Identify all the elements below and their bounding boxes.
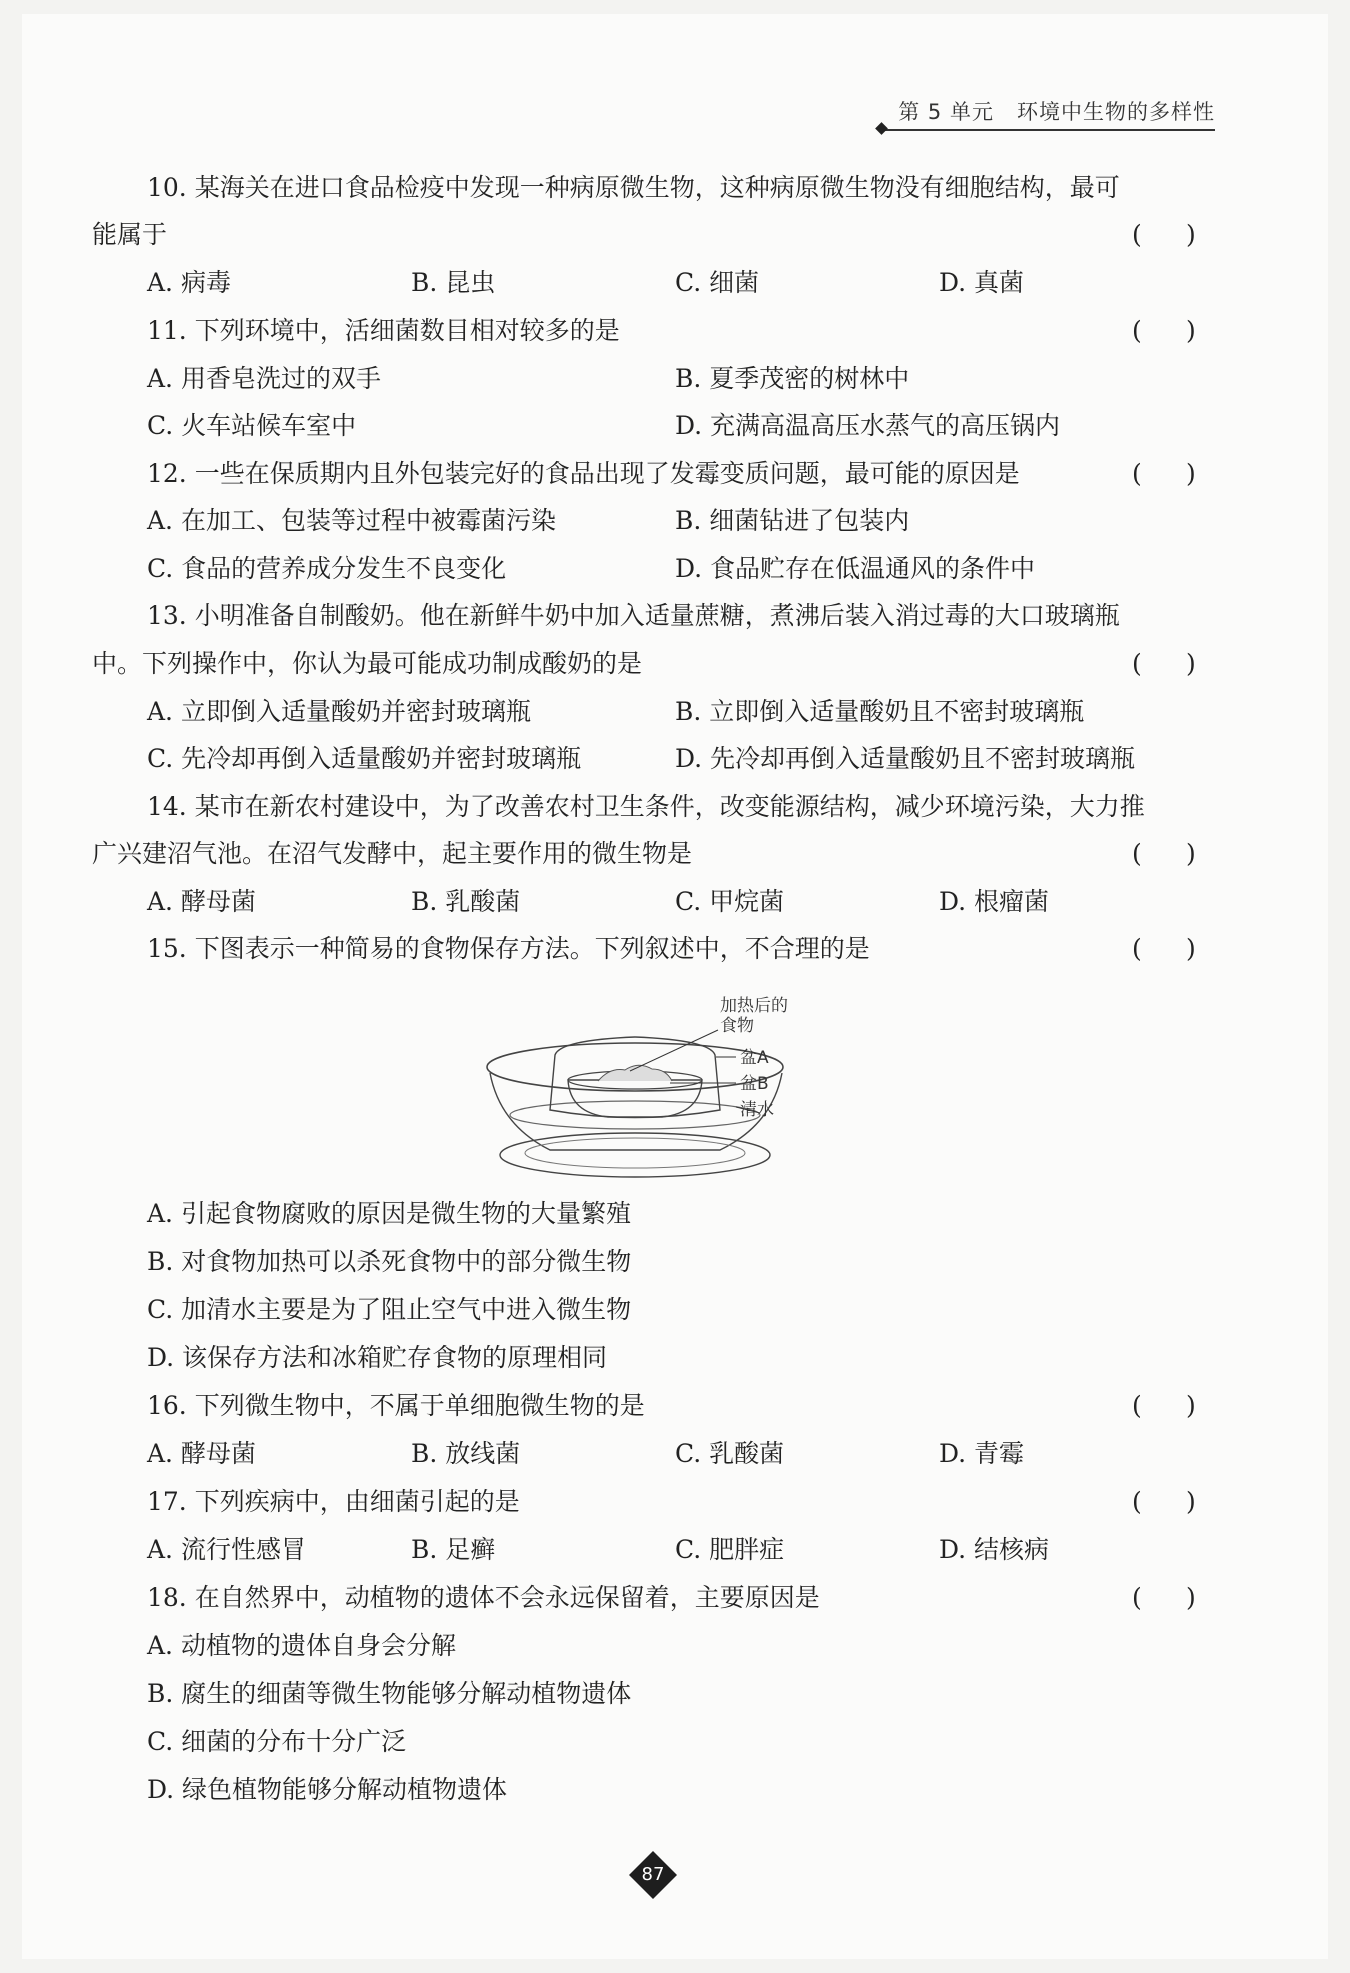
q16-option-a: A. 酵母菌 [147, 1439, 256, 1468]
q14-option-a: A. 酵母菌 [147, 887, 256, 916]
page-number: 87 [641, 1864, 665, 1885]
header-rule [885, 129, 1215, 131]
q10-answer-blank: ( ) [1132, 220, 1196, 249]
food-leader-line [630, 1030, 718, 1071]
water-label: 清水 [740, 1100, 774, 1120]
q13-stem-line1: 13. 小明准备自制酸奶。他在新鲜牛奶中加入适量蔗糖，煮沸后装入消过毒的大口玻璃瓶 [147, 601, 1120, 630]
q17-answer-blank: ( ) [1132, 1487, 1196, 1516]
q17-option-a: A. 流行性感冒 [147, 1535, 306, 1564]
q12-option-d: D. 食品贮存在低温通风的条件中 [675, 554, 1036, 583]
running-header [898, 96, 1215, 126]
q16-option-b: B. 放线菌 [411, 1439, 521, 1468]
q14-option-d: D. 根瘤菌 [939, 887, 1050, 916]
q14-answer-blank: ( ) [1132, 839, 1196, 868]
q11-option-d: D. 充满高温高压水蒸气的高压锅内 [675, 411, 1061, 440]
q13-answer-blank: ( ) [1132, 649, 1196, 678]
q13-option-c: C. 先冷却再倒入适量酸奶并密封玻璃瓶 [147, 744, 582, 773]
q17-stem: 17. 下列疾病中，由细菌引起的是 [147, 1487, 520, 1516]
q15-option-a: A. 引起食物腐败的原因是微生物的大量繁殖 [147, 1199, 631, 1228]
q15-stem: 15. 下图表示一种简易的食物保存方法。下列叙述中，不合理的是 [147, 934, 870, 963]
basin-a-label: 盆A [740, 1048, 769, 1068]
q11-option-c: C. 火车站候车室中 [147, 411, 357, 440]
q10-option-c: C. 细菌 [675, 268, 760, 297]
q18-option-c: C. 细菌的分布十分广泛 [147, 1727, 407, 1756]
q12-option-c: C. 食品的营养成分发生不良变化 [147, 554, 507, 583]
q11-stem: 11. 下列环境中，活细菌数目相对较多的是 [147, 316, 620, 345]
q13-option-d: D. 先冷却再倒入适量酸奶且不密封玻璃瓶 [675, 744, 1136, 773]
q18-option-a: A. 动植物的遗体自身会分解 [147, 1631, 456, 1660]
basin-base [500, 1133, 770, 1177]
q10-option-b: B. 昆虫 [411, 268, 496, 297]
q13-stem-line2: 中。下列操作中，你认为最可能成功制成酸奶的是 [92, 649, 643, 678]
q17-option-d: D. 结核病 [939, 1535, 1050, 1564]
q11-answer-blank: ( ) [1132, 316, 1196, 345]
q12-option-a: A. 在加工、包装等过程中被霉菌污染 [147, 506, 556, 535]
basin-b-label: 盆B [740, 1074, 769, 1094]
q17-option-b: B. 足癣 [411, 1535, 496, 1564]
q16-option-d: D. 青霉 [939, 1439, 1025, 1468]
q11-option-a: A. 用香皂洗过的双手 [147, 364, 381, 393]
q12-answer-blank: ( ) [1132, 459, 1196, 488]
basin-base-inner [525, 1138, 745, 1168]
q14-option-c: C. 甲烷菌 [675, 887, 785, 916]
q18-stem: 18. 在自然界中，动植物的遗体不会永远保留着，主要原因是 [147, 1583, 820, 1612]
q10-option-d: D. 真菌 [939, 268, 1025, 297]
q12-stem: 12. 一些在保质期内且外包装完好的食品出现了发霉变质问题，最可能的原因是 [147, 459, 1020, 488]
food-bowl [568, 1080, 702, 1117]
food-label-line1: 加热后的 [720, 996, 788, 1016]
food-preservation-diagram [480, 995, 840, 1195]
q11-option-b: B. 夏季茂密的树林中 [675, 364, 910, 393]
food-label-line2: 食物 [720, 1016, 754, 1036]
q18-answer-blank: ( ) [1132, 1583, 1196, 1612]
q15-option-b: B. 对食物加热可以杀死食物中的部分微生物 [147, 1247, 632, 1276]
q10-option-a: A. 病毒 [147, 268, 231, 297]
page [22, 14, 1328, 1959]
q14-stem-line2: 广兴建沼气池。在沼气发酵中，起主要作用的微生物是 [92, 839, 693, 868]
q10-stem-line2: 能属于 [92, 220, 168, 249]
q18-option-d: D. 绿色植物能够分解动植物遗体 [147, 1775, 508, 1804]
q15-option-d: D. 该保存方法和冰箱贮存食物的原理相同 [147, 1343, 608, 1372]
q15-answer-blank: ( ) [1132, 934, 1196, 963]
q16-option-c: C. 乳酸菌 [675, 1439, 785, 1468]
q12-option-b: B. 细菌钻进了包装内 [675, 506, 910, 535]
q17-option-c: C. 肥胖症 [675, 1535, 785, 1564]
q18-option-b: B. 腐生的细菌等微生物能够分解动植物遗体 [147, 1679, 632, 1708]
q13-option-a: A. 立即倒入适量酸奶并密封玻璃瓶 [147, 697, 531, 726]
q15-option-c: C. 加清水主要是为了阻止空气中进入微生物 [147, 1295, 632, 1324]
q10-stem-line1: 10. 某海关在进口食品检疫中发现一种病原微生物，这种病原微生物没有细胞结构，最可 [147, 173, 1120, 202]
q16-answer-blank: ( ) [1132, 1391, 1196, 1420]
q14-stem-line1: 14. 某市在新农村建设中，为了改善农村卫生条件，改变能源结构，减少环境污染，大力推 [147, 792, 1145, 821]
water-surface [510, 1101, 760, 1129]
q16-stem: 16. 下列微生物中，不属于单细胞微生物的是 [147, 1391, 645, 1420]
header-unit: 第 5 单元 [898, 100, 994, 124]
header-title: 环境中生物的多样性 [1017, 100, 1215, 124]
food-heap [598, 1065, 672, 1081]
q13-option-b: B. 立即倒入适量酸奶且不密封玻璃瓶 [675, 697, 1085, 726]
q14-option-b: B. 乳酸菌 [411, 887, 521, 916]
